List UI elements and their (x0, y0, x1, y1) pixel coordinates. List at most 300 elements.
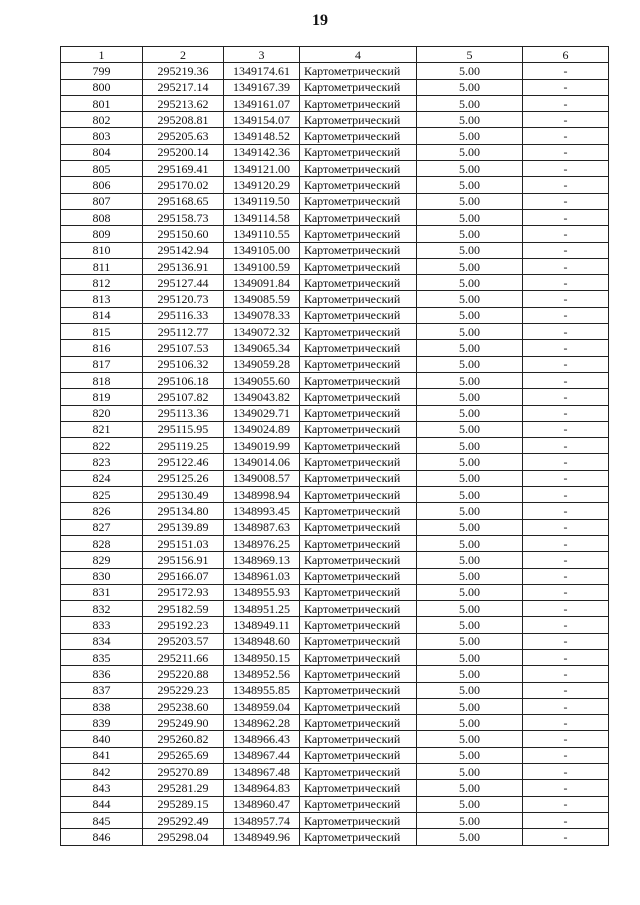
method-cell: Картометрический (300, 764, 417, 780)
table-row (61, 63, 609, 79)
table-row (61, 601, 609, 617)
description-cell: - (523, 812, 609, 828)
x-coordinate-cell: 295168.65 (143, 193, 224, 209)
table-row (61, 193, 609, 209)
coordinates-table (60, 46, 609, 846)
table-row (61, 438, 609, 454)
description-cell: - (523, 356, 609, 372)
table-row (61, 405, 609, 421)
table-row (61, 340, 609, 356)
x-coordinate-cell: 295122.46 (143, 454, 224, 470)
description-cell: - (523, 258, 609, 274)
point-number-cell: 838 (61, 698, 143, 714)
x-coordinate-cell: 295156.91 (143, 552, 224, 568)
x-coordinate-cell: 295192.23 (143, 617, 224, 633)
column-header-1: 1 (61, 47, 143, 63)
accuracy-cell: 5.00 (417, 747, 523, 763)
accuracy-cell: 5.00 (417, 307, 523, 323)
y-coordinate-cell: 1348961.03 (224, 568, 300, 584)
y-coordinate-cell: 1349174.61 (224, 63, 300, 79)
point-number-cell: 836 (61, 666, 143, 682)
description-cell: - (523, 698, 609, 714)
x-coordinate-cell: 295172.93 (143, 584, 224, 600)
description-cell: - (523, 79, 609, 95)
y-coordinate-cell: 1349024.89 (224, 421, 300, 437)
method-cell: Картометрический (300, 128, 417, 144)
point-number-cell: 820 (61, 405, 143, 421)
table-row (61, 568, 609, 584)
accuracy-cell: 5.00 (417, 535, 523, 551)
description-cell: - (523, 682, 609, 698)
table-row (61, 552, 609, 568)
table-row (61, 584, 609, 600)
x-coordinate-cell: 295107.82 (143, 389, 224, 405)
method-cell: Картометрический (300, 535, 417, 551)
table-row (61, 144, 609, 160)
table-row (61, 454, 609, 470)
table-row (61, 731, 609, 747)
method-cell: Картометрический (300, 144, 417, 160)
accuracy-cell: 5.00 (417, 780, 523, 796)
table-row (61, 95, 609, 111)
table-row (61, 715, 609, 731)
y-coordinate-cell: 1348962.28 (224, 715, 300, 731)
table-row (61, 535, 609, 551)
y-coordinate-cell: 1348949.11 (224, 617, 300, 633)
x-coordinate-cell: 295106.18 (143, 372, 224, 388)
point-number-cell: 803 (61, 128, 143, 144)
method-cell: Картометрический (300, 601, 417, 617)
accuracy-cell: 5.00 (417, 617, 523, 633)
y-coordinate-cell: 1348967.48 (224, 764, 300, 780)
description-cell: - (523, 503, 609, 519)
description-cell: - (523, 487, 609, 503)
table-row (61, 226, 609, 242)
y-coordinate-cell: 1349014.06 (224, 454, 300, 470)
x-coordinate-cell: 295220.88 (143, 666, 224, 682)
table-row (61, 617, 609, 633)
accuracy-cell: 5.00 (417, 79, 523, 95)
method-cell: Картометрический (300, 95, 417, 111)
method-cell: Картометрический (300, 747, 417, 763)
table-body (61, 63, 609, 845)
description-cell: - (523, 617, 609, 633)
point-number-cell: 824 (61, 470, 143, 486)
point-number-cell: 835 (61, 649, 143, 665)
accuracy-cell: 5.00 (417, 715, 523, 731)
method-cell: Картометрический (300, 372, 417, 388)
description-cell: - (523, 144, 609, 160)
x-coordinate-cell: 295150.60 (143, 226, 224, 242)
method-cell: Картометрический (300, 519, 417, 535)
description-cell: - (523, 519, 609, 535)
x-coordinate-cell: 295125.26 (143, 470, 224, 486)
y-coordinate-cell: 1348955.85 (224, 682, 300, 698)
accuracy-cell: 5.00 (417, 633, 523, 649)
method-cell: Картометрический (300, 454, 417, 470)
table-row (61, 177, 609, 193)
point-number-cell: 801 (61, 95, 143, 111)
column-header-6: 6 (523, 47, 609, 63)
method-cell: Картометрический (300, 780, 417, 796)
accuracy-cell: 5.00 (417, 95, 523, 111)
x-coordinate-cell: 295142.94 (143, 242, 224, 258)
y-coordinate-cell: 1348951.25 (224, 601, 300, 617)
point-number-cell: 840 (61, 731, 143, 747)
table-row (61, 519, 609, 535)
x-coordinate-cell: 295260.82 (143, 731, 224, 747)
point-number-cell: 828 (61, 535, 143, 551)
method-cell: Картометрический (300, 487, 417, 503)
description-cell: - (523, 405, 609, 421)
method-cell: Картометрический (300, 649, 417, 665)
x-coordinate-cell: 295208.81 (143, 112, 224, 128)
y-coordinate-cell: 1348960.47 (224, 796, 300, 812)
point-number-cell: 802 (61, 112, 143, 128)
column-header-5: 5 (417, 47, 523, 63)
x-coordinate-cell: 295219.36 (143, 63, 224, 79)
accuracy-cell: 5.00 (417, 340, 523, 356)
point-number-cell: 800 (61, 79, 143, 95)
x-coordinate-cell: 295265.69 (143, 747, 224, 763)
method-cell: Картометрический (300, 275, 417, 291)
y-coordinate-cell: 1349059.28 (224, 356, 300, 372)
accuracy-cell: 5.00 (417, 649, 523, 665)
method-cell: Картометрический (300, 226, 417, 242)
method-cell: Картометрический (300, 324, 417, 340)
accuracy-cell: 5.00 (417, 421, 523, 437)
x-coordinate-cell: 295170.02 (143, 177, 224, 193)
y-coordinate-cell: 1348949.96 (224, 829, 300, 845)
accuracy-cell: 5.00 (417, 454, 523, 470)
method-cell: Картометрический (300, 340, 417, 356)
description-cell: - (523, 112, 609, 128)
description-cell: - (523, 829, 609, 845)
table-row (61, 389, 609, 405)
y-coordinate-cell: 1348993.45 (224, 503, 300, 519)
accuracy-cell: 5.00 (417, 666, 523, 682)
y-coordinate-cell: 1348948.60 (224, 633, 300, 649)
method-cell: Картометрический (300, 389, 417, 405)
description-cell: - (523, 552, 609, 568)
y-coordinate-cell: 1349105.00 (224, 242, 300, 258)
y-coordinate-cell: 1349072.32 (224, 324, 300, 340)
x-coordinate-cell: 295139.89 (143, 519, 224, 535)
y-coordinate-cell: 1348987.63 (224, 519, 300, 535)
description-cell: - (523, 193, 609, 209)
method-cell: Картометрический (300, 112, 417, 128)
page-number: 19 (312, 12, 328, 29)
accuracy-cell: 5.00 (417, 519, 523, 535)
point-number-cell: 804 (61, 144, 143, 160)
table-row (61, 291, 609, 307)
point-number-cell: 843 (61, 780, 143, 796)
method-cell: Картометрический (300, 356, 417, 372)
point-number-cell: 805 (61, 161, 143, 177)
method-cell: Картометрический (300, 177, 417, 193)
y-coordinate-cell: 1348969.13 (224, 552, 300, 568)
point-number-cell: 842 (61, 764, 143, 780)
x-coordinate-cell: 295203.57 (143, 633, 224, 649)
point-number-cell: 807 (61, 193, 143, 209)
accuracy-cell: 5.00 (417, 372, 523, 388)
description-cell: - (523, 128, 609, 144)
point-number-cell: 833 (61, 617, 143, 633)
point-number-cell: 821 (61, 421, 143, 437)
point-number-cell: 810 (61, 242, 143, 258)
method-cell: Картометрический (300, 812, 417, 828)
accuracy-cell: 5.00 (417, 764, 523, 780)
method-cell: Картометрический (300, 568, 417, 584)
x-coordinate-cell: 295127.44 (143, 275, 224, 291)
point-number-cell: 799 (61, 63, 143, 79)
accuracy-cell: 5.00 (417, 552, 523, 568)
point-number-cell: 814 (61, 307, 143, 323)
table-header-row (61, 47, 609, 63)
method-cell: Картометрический (300, 470, 417, 486)
point-number-cell: 827 (61, 519, 143, 535)
method-cell: Картометрический (300, 617, 417, 633)
description-cell: - (523, 389, 609, 405)
accuracy-cell: 5.00 (417, 584, 523, 600)
y-coordinate-cell: 1349161.07 (224, 95, 300, 111)
description-cell: - (523, 535, 609, 551)
y-coordinate-cell: 1348998.94 (224, 487, 300, 503)
description-cell: - (523, 372, 609, 388)
point-number-cell: 806 (61, 177, 143, 193)
table-row (61, 503, 609, 519)
table-row (61, 324, 609, 340)
table-row (61, 780, 609, 796)
method-cell: Картометрический (300, 829, 417, 845)
accuracy-cell: 5.00 (417, 226, 523, 242)
x-coordinate-cell: 295229.23 (143, 682, 224, 698)
table-row (61, 242, 609, 258)
y-coordinate-cell: 1349110.55 (224, 226, 300, 242)
accuracy-cell: 5.00 (417, 63, 523, 79)
point-number-cell: 839 (61, 715, 143, 731)
method-cell: Картометрический (300, 258, 417, 274)
point-number-cell: 817 (61, 356, 143, 372)
x-coordinate-cell: 295292.49 (143, 812, 224, 828)
method-cell: Картометрический (300, 307, 417, 323)
table-row (61, 829, 609, 845)
table-row (61, 372, 609, 388)
column-header-3: 3 (224, 47, 300, 63)
accuracy-cell: 5.00 (417, 487, 523, 503)
description-cell: - (523, 307, 609, 323)
description-cell: - (523, 796, 609, 812)
description-cell: - (523, 161, 609, 177)
table-row (61, 79, 609, 95)
table-row (61, 275, 609, 291)
method-cell: Картометрический (300, 193, 417, 209)
description-cell: - (523, 242, 609, 258)
point-number-cell: 815 (61, 324, 143, 340)
accuracy-cell: 5.00 (417, 258, 523, 274)
point-number-cell: 844 (61, 796, 143, 812)
table-row (61, 356, 609, 372)
y-coordinate-cell: 1348967.44 (224, 747, 300, 763)
table-row (61, 161, 609, 177)
x-coordinate-cell: 295166.07 (143, 568, 224, 584)
table-row (61, 470, 609, 486)
point-number-cell: 813 (61, 291, 143, 307)
accuracy-cell: 5.00 (417, 796, 523, 812)
description-cell: - (523, 764, 609, 780)
accuracy-cell: 5.00 (417, 601, 523, 617)
accuracy-cell: 5.00 (417, 698, 523, 714)
accuracy-cell: 5.00 (417, 291, 523, 307)
table-row (61, 307, 609, 323)
y-coordinate-cell: 1348966.43 (224, 731, 300, 747)
x-coordinate-cell: 295113.36 (143, 405, 224, 421)
method-cell: Картометрический (300, 242, 417, 258)
y-coordinate-cell: 1349167.39 (224, 79, 300, 95)
x-coordinate-cell: 295107.53 (143, 340, 224, 356)
description-cell: - (523, 454, 609, 470)
x-coordinate-cell: 295151.03 (143, 535, 224, 551)
description-cell: - (523, 649, 609, 665)
point-number-cell: 830 (61, 568, 143, 584)
y-coordinate-cell: 1348955.93 (224, 584, 300, 600)
x-coordinate-cell: 295106.32 (143, 356, 224, 372)
accuracy-cell: 5.00 (417, 242, 523, 258)
description-cell: - (523, 275, 609, 291)
x-coordinate-cell: 295289.15 (143, 796, 224, 812)
y-coordinate-cell: 1349091.84 (224, 275, 300, 291)
accuracy-cell: 5.00 (417, 470, 523, 486)
x-coordinate-cell: 295213.62 (143, 95, 224, 111)
table-row (61, 421, 609, 437)
point-number-cell: 845 (61, 812, 143, 828)
table-row (61, 812, 609, 828)
point-number-cell: 834 (61, 633, 143, 649)
y-coordinate-cell: 1349055.60 (224, 372, 300, 388)
table-row (61, 258, 609, 274)
table-row (61, 747, 609, 763)
x-coordinate-cell: 295130.49 (143, 487, 224, 503)
table-row (61, 698, 609, 714)
description-cell: - (523, 747, 609, 763)
point-number-cell: 811 (61, 258, 143, 274)
description-cell: - (523, 63, 609, 79)
point-number-cell: 837 (61, 682, 143, 698)
method-cell: Картометрический (300, 291, 417, 307)
accuracy-cell: 5.00 (417, 161, 523, 177)
description-cell: - (523, 95, 609, 111)
point-number-cell: 826 (61, 503, 143, 519)
description-cell: - (523, 584, 609, 600)
table-row (61, 666, 609, 682)
point-number-cell: 822 (61, 438, 143, 454)
point-number-cell: 809 (61, 226, 143, 242)
method-cell: Картометрический (300, 63, 417, 79)
method-cell: Картометрический (300, 405, 417, 421)
y-coordinate-cell: 1349043.82 (224, 389, 300, 405)
method-cell: Картометрический (300, 682, 417, 698)
accuracy-cell: 5.00 (417, 503, 523, 519)
y-coordinate-cell: 1348957.74 (224, 812, 300, 828)
point-number-cell: 846 (61, 829, 143, 845)
y-coordinate-cell: 1349019.99 (224, 438, 300, 454)
y-coordinate-cell: 1349154.07 (224, 112, 300, 128)
table-row (61, 682, 609, 698)
method-cell: Картометрический (300, 715, 417, 731)
x-coordinate-cell: 295270.89 (143, 764, 224, 780)
method-cell: Картометрический (300, 209, 417, 225)
point-number-cell: 823 (61, 454, 143, 470)
accuracy-cell: 5.00 (417, 438, 523, 454)
y-coordinate-cell: 1349114.58 (224, 209, 300, 225)
accuracy-cell: 5.00 (417, 275, 523, 291)
x-coordinate-cell: 295112.77 (143, 324, 224, 340)
y-coordinate-cell: 1349121.00 (224, 161, 300, 177)
y-coordinate-cell: 1349119.50 (224, 193, 300, 209)
accuracy-cell: 5.00 (417, 356, 523, 372)
description-cell: - (523, 780, 609, 796)
x-coordinate-cell: 295298.04 (143, 829, 224, 845)
x-coordinate-cell: 295211.66 (143, 649, 224, 665)
x-coordinate-cell: 295158.73 (143, 209, 224, 225)
y-coordinate-cell: 1349142.36 (224, 144, 300, 160)
y-coordinate-cell: 1349085.59 (224, 291, 300, 307)
description-cell: - (523, 601, 609, 617)
y-coordinate-cell: 1349100.59 (224, 258, 300, 274)
x-coordinate-cell: 295281.29 (143, 780, 224, 796)
x-coordinate-cell: 295120.73 (143, 291, 224, 307)
method-cell: Картометрический (300, 552, 417, 568)
x-coordinate-cell: 295115.95 (143, 421, 224, 437)
x-coordinate-cell: 295200.14 (143, 144, 224, 160)
table-row (61, 112, 609, 128)
method-cell: Картометрический (300, 698, 417, 714)
accuracy-cell: 5.00 (417, 177, 523, 193)
point-number-cell: 829 (61, 552, 143, 568)
point-number-cell: 831 (61, 584, 143, 600)
y-coordinate-cell: 1348976.25 (224, 535, 300, 551)
accuracy-cell: 5.00 (417, 405, 523, 421)
accuracy-cell: 5.00 (417, 682, 523, 698)
x-coordinate-cell: 295205.63 (143, 128, 224, 144)
description-cell: - (523, 324, 609, 340)
table-row (61, 796, 609, 812)
method-cell: Картометрический (300, 796, 417, 812)
y-coordinate-cell: 1349078.33 (224, 307, 300, 323)
accuracy-cell: 5.00 (417, 829, 523, 845)
y-coordinate-cell: 1349120.29 (224, 177, 300, 193)
point-number-cell: 841 (61, 747, 143, 763)
table-row (61, 649, 609, 665)
point-number-cell: 808 (61, 209, 143, 225)
accuracy-cell: 5.00 (417, 324, 523, 340)
point-number-cell: 812 (61, 275, 143, 291)
accuracy-cell: 5.00 (417, 193, 523, 209)
description-cell: - (523, 731, 609, 747)
method-cell: Картометрический (300, 731, 417, 747)
x-coordinate-cell: 295182.59 (143, 601, 224, 617)
method-cell: Картометрический (300, 421, 417, 437)
table-row (61, 764, 609, 780)
y-coordinate-cell: 1349065.34 (224, 340, 300, 356)
description-cell: - (523, 177, 609, 193)
point-number-cell: 819 (61, 389, 143, 405)
method-cell: Картометрический (300, 584, 417, 600)
method-cell: Картометрический (300, 161, 417, 177)
table-row (61, 487, 609, 503)
y-coordinate-cell: 1348959.04 (224, 698, 300, 714)
point-number-cell: 825 (61, 487, 143, 503)
